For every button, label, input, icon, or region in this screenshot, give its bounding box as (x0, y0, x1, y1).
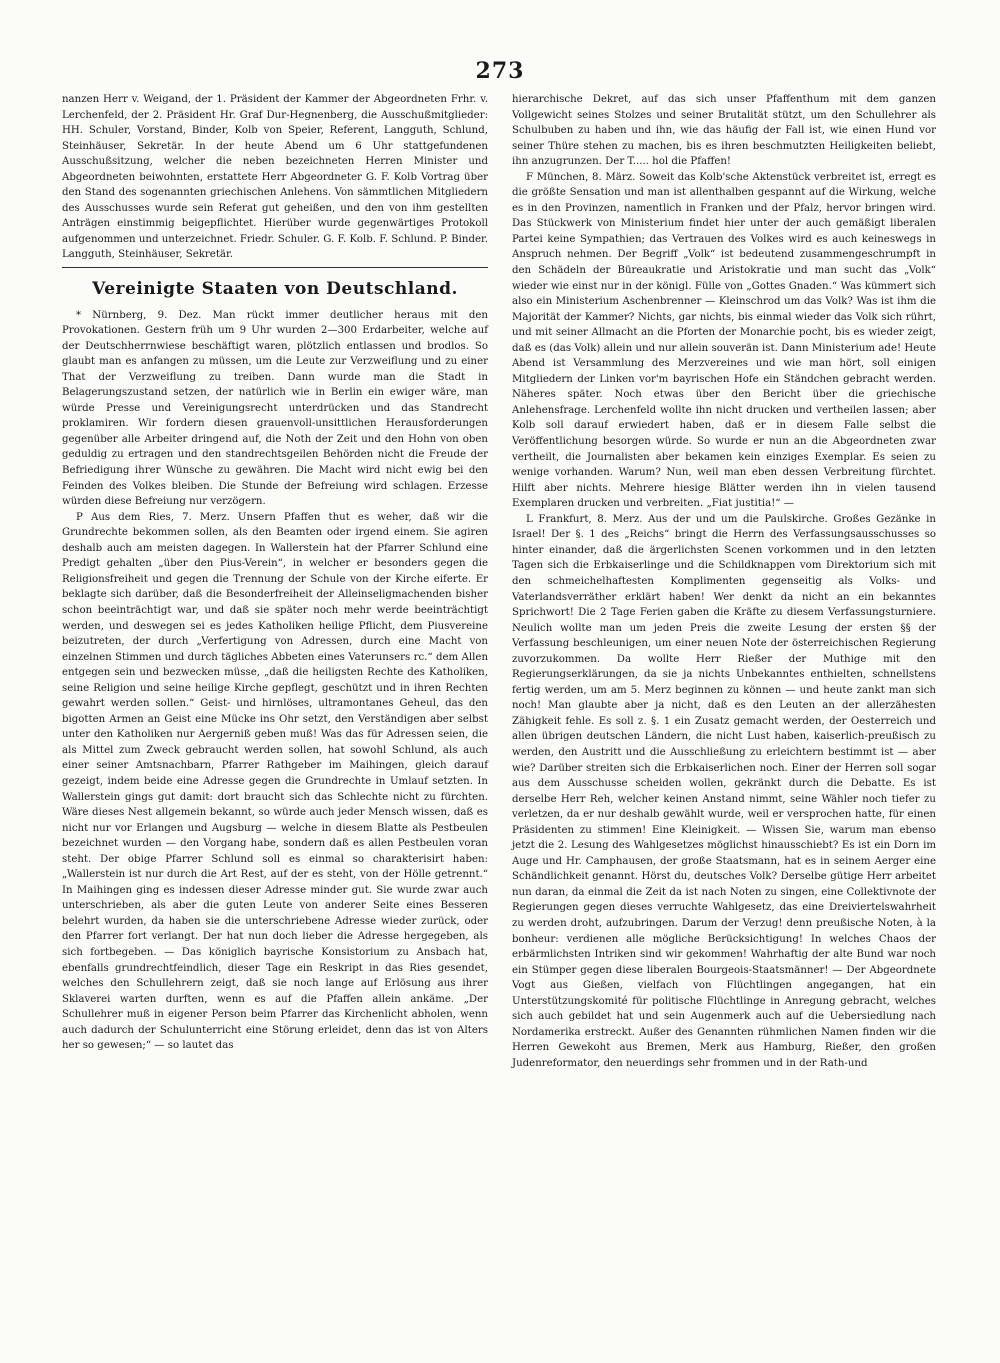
left-column (62, 92, 488, 1054)
article-ries-continued: hierarchische Dekret, auf das sich unser Pfaffenthum mit dem ganzen Vollgewicht seines Stolzes und seiner Brutalität stützt, um den Schullehrer als Schulbuben zu haben und ihn, wie das häufig der Fall ist, wie einen Hund vor seiner Thüre stehen zu machen, bis es ihren beschmutzten Heiligkeiten beliebt, ihn anzugrunzen. Der T..... hol die Pfaffen! (512, 94, 936, 168)
article-muenchen: F München, 8. März. Soweit das Kolb'sche Aktenstück verbreitet ist, erregt es die größte Sensation und man ist allenthalben gespannt auf die Wirkung, welche es in den Provinzen, namentlich in Franken und der Pfalz, hervor bringen wird. Das Stückwerk von Ministerium findet hier unter der auch gemäßigt liberalen Partei keine Sympathien; das Vertrauen des Volkes wird es auch keineswegs in Anspruch nehmen. Der Begriff „Volk“ ist bedeutend zusammengeschrumpft in den Schädeln der Büreaukratie und Aristokratie und man sucht das „Volk“ wieder wie einst nur in der königl. Fülle von „Gottes Gnaden.“ Was kümmert sich also ein Ministerium Aschenbrenner — Kleinschrod um das Volk? Was ist ihm die Majorität der Kammer? Nichts, gar nichts, bis einmal wieder das Volk sich rührt, und mit seiner Allmacht an die Pforten der Monarchie pocht, bis es wieder zeigt, daß es (das Volk) allein und nur allein souverän ist. Dann Ministerium ade! Heute Abend ist Versammlung des Merzvereines und wie man hört, soll einigen Mitgliedern der Linken vor'm bayrischen Hofe ein Ständchen gebracht werden. Näheres später. Noch etwas über den Bericht über die griechische Anlehensfrage. Lerchenfeld wollte ihn nicht drucken und vertheilen lassen; aber Kolb soll darauf erwiedert haben, daß er in diesem Falle selbst die Veröffentlichung besorgen würde. So wurde er nun an die Abgeordneten zwar vertheilt, die Journalisten aber bekamen kein einziges Exemplar. Es seien zu wenige vorhanden. Warum? Nun, weil man eben dessen Verbreitung fürchtet. Hilft aber nichts. Mehrere hiesige Blätter werden ihn in vielen tausend Exemplaren drucken und verbreiten. „Fiat justitia!“ — (512, 171, 936, 510)
article-ries: P Aus dem Ries, 7. Merz. Unsern Pfaffen thut es weher, daß wir die Grundrechte bekommen sollen, als den Beamten oder irgend einem. Sie agiren deshalb auch am meisten dagegen. In Wallerstein hat der Pfarrer Schlund eine Predigt gehalten „über den Pius-Verein“, in welcher er besonders gegen die Religionsfreiheit und gegen die Trennung der Schule von der Kirche eiferte. Er beklagte sich darüber, daß die Besonderfreiheit der Alleinseligmachenden bisher schon beeinträchtigt war, und daß sie später noch mehr werde beeinträchtigt werden, und deswegen sei es jedes Katholiken heilige Pflicht, dem Piusvereine beizutreten, der durch „Verfertigung von Adressen, durch eine Macht von einzelnen Stimmen und durch tägliches Abbeten eines Vaterunsers rc.“ dem Allen entgegen sein und bezwecken müsse, „daß die heiligsten Rechte des Katholiken, seine Religion und seine heilige Kirche gepflegt, geschützt und in ihren Rechten gewahrt werden sollen.“ Geist- und hirnlöses, ultramontanes Geheul, das den bigotten Armen an Geist eine Mücke ins Ohr setzt, den Verständigen aber selbst unter den Katholiken nur Aergerniß geben muß! Was das für Adressen seien, die als Mittel zum Zweck gebraucht werden sollen, hat sowohl Schlund, als auch einer seiner Amtsnachbarn, Pfarrer Rathgeber im Maihingen, gleich darauf gezeigt, indem beide eine Adresse gegen die Grundrechte in Umlauf setzten. In Wallerstein gings gut damit: dort braucht sich das Schlechte nicht zu fürchten. Wäre dieses Nest allgemein bekannt, so würde auch jeder Mensch wissen, daß es nicht nur vor Erlangen und Augsburg — welche in diesem Blatte als Pestbeulen bezeichnet wurden — den Vorgang habe, sondern daß es allen Pestbeulen voran steht. Der obige Pfarrer Schlund soll es einmal so charakterisirt haben: „Wallerstein ist nur durch die Art Rest, auf der es steht, von der Hölle getrennt.“ In Maihingen ging es indessen dieser Adresse minder gut. Sie wurde zwar auch unterschrieben, als aber die guten Leute von anderer Seite eines Besseren belehrt wurden, da haben sie die unterschriebene Adresse wieder zurück, oder den Pfarrer fort verlangt. Der hat nun doch lieber die Adresse hergegeben, als sich fortbegeben. — Das königlich bayrische Konsistorium zu Ansbach hat, ebenfalls grundrechtfeindlich, dieser Tage ein Reskript in das Ries gesendet, welches den Schullehrern zeigt, daß sie noch lange auf Erlösung aus ihrer Sklaverei warten durften, wenn es auf die Pfaffen allein ankäme. „Der Schullehrer muß in eigener Person beim Pfarrer das Kirchenlicht abholen, wenn auch dadurch der Schulunterricht eine Störung erleidet, denn das ist von Alters her so gewesen;“ — so lautet das (62, 511, 488, 1052)
article-frankfurt: L Frankfurt, 8. Merz. Aus der und um die Paulskirche. Großes Gezänke in Israel! Der §. 1 des „Reichs“ bringt die Herrn des Verfassungsausschusses so hinter einander, daß die ärgerlichsten Scenen vorkommen und in den letzten Tagen sich die Erbkaiserlinge und die Schildknappen vom Direktorium sich mit den schmeichelhaftesten Komplimenten gegenseitig als Volks- und Vaterlandsverräther erklärt haben! Wer denkt da nicht an ein bekanntes Sprichwort! Die 2 Tage Ferien gaben die Kräfte zu diesem Verfassungsturniere. Neulich wollte man um jeden Preis die zweite Lesung der ersten §§ der Verfassung beschleunigen, um einer neuen Note der österreichischen Regierung zuvorzukommen. Da wollte Herr Rießer der Muthige mit den Regierungserklärungen, da sie ja nichts Unbekanntes enthielten, schnellstens fertig werden, um am 5. Merz beginnen zu können — und heute zankt man sich noch! Man glaubte aber ja nicht, daß es den Leuten an der allerzähesten Zähigkeit fehle. Es soll z. §. 1 ein Zusatz gemacht werden, der Oesterreich und allen übrigen deutschen Ländern, die nicht Lust haben, kaiserlich-preußisch zu werden, den Austritt und die Ausschließung zu erleichtern bestimmt ist — aber wie? Darüber streiten sich die Erbkaiserlichen noch. Einer der Herren soll sogar aus dem Ausschusse scheiden wollen, gekränkt durch die Debatte. Es ist derselbe Herr Reh, welcher keinen Anstand nimmt, seine Wähler noch tiefer zu verletzen, da er nur deshalb gewählt wurde, weil er versprochen hatte, für einen Präsidenten zu stimmen! Eine Kleinigkeit. — Wissen Sie, warum man ebenso jetzt die 2. Lesung des Wahlgesetzes möglichst hinausschiebt? Es ist ein Dorn im Auge und Hr. Camphausen, der große Staatsmann, hat es in seinem Aerger eine Schändlichkeit genannt. Hörst du, deutsches Volk? Derselbe gütige Herr arbeitet nun daran, da einmal die Zeit da ist nach Noten zu singen, eine Collektivnote der Regierungen gegen dieses verruchte Wahlgesetz, das eine Dreiviertelswahrheit zu werden droht, aufzubringen. Darum der Verzug! denn preußische Noten, à la bonheur: verdienen alle mögliche Berücksichtigung! In welches Chaos der erbärmlichsten Intriken sind wir gekommen! Wahrhaftig der alte Bund war noch ein Stümper gegen diese liberalen Bourgeois-Staatsmänner! — Der Abgeordnete Vogt aus Gießen, vielfach von Flüchtlingen angegangen, hat ein Unterstützungskomité für politische Flüchtlinge in Anregung gebracht, welches sich auch gebildet hat und sein Augenmerk auch auf die Uebersiedlung nach Nordamerika erstreckt. Außer des Genannten rühmlichen Namen finden wir die Herren Gewekoht aus Bremen, Merk aus Hamburg, Rießer, den großen Judenreformator, den neuerdings sehr frommen und in der Rath-und (512, 513, 936, 1069)
section-heading: Vereinigte Staaten von Deutschland. (92, 279, 458, 300)
article-committee-report: nanzen Herr v. Weigand, der 1. Präsident der Kammer der Abgeordneten Frhr. v. Lerchenfeld, der 2. Präsident Hr. Graf Dur-Hegnenberg, die Ausschußmitglieder: HH. Schuler, Vorstand, Binder, Kolb von Speier, Referent, Langguth, Schlund, Steinhäuser, Sekretär. In der heute Abend um 6 Uhr stattgefundenen Ausschußsitzung, welcher die neben bezeichneten Herren Minister und Abgeordneten beiwohnten, erstattete Herr Abgeordneter G. F. Kolb Vortrag über den Stand des sogenannten griechischen Anlehens. Von sämmtlichen Mitgliedern des Ausschusses wurde sein Referat gut geheißen, und den von ihm gestellten Anträgen einstimmig beigepflichtet. Hierüber wurde gegenwärtiges Protokoll aufgenommen und unterzeichnet. Friedr. Schuler. G. F. Kolb. F. Schlund. P. Binder. Langguth, Steinhäuser, Sekretär. (62, 94, 488, 261)
section-rule (62, 267, 488, 268)
article-nuernberg: * Nürnberg, 9. Dez. Man rückt immer deutlicher heraus mit den Provokationen. Gestern früh um 9 Uhr wurden 2—300 Erdarbeiter, welche auf der Deutschherrnwiese beschäftigt waren, plötzlich entlassen und brodlos. So glaubt man es anfangen zu müssen, um die Leute zur Verzweiflung und zu einer That der Verzweiflung zu treiben. Dann wurde man die Stadt in Belagerungszustand setzen, der natürlich wie in Berlin ein ewiger wäre, man würde Presse und Vereinigungsrecht unterdrücken und das Standrecht proklamiren. Wir fordern diesen grauenvoll-unsittlichen Herausforderungen gegenüber alle Arbeiter dringend auf, die Noth der Zeit und den Hohn von oben geduldig zu ertragen und den standrechtsgeilen Behörden nicht die Freude der Befriedigung ihrer Wünsche zu gewähren. Die Macht wird nicht ewig bei den Feinden des Volkes bleiben. Die Stunde der Befreiung wird schlagen. Erzesse würden diese Befreiung nur verzögern. (62, 309, 488, 508)
right-column (512, 92, 936, 1071)
page-number: 273 (475, 58, 525, 84)
